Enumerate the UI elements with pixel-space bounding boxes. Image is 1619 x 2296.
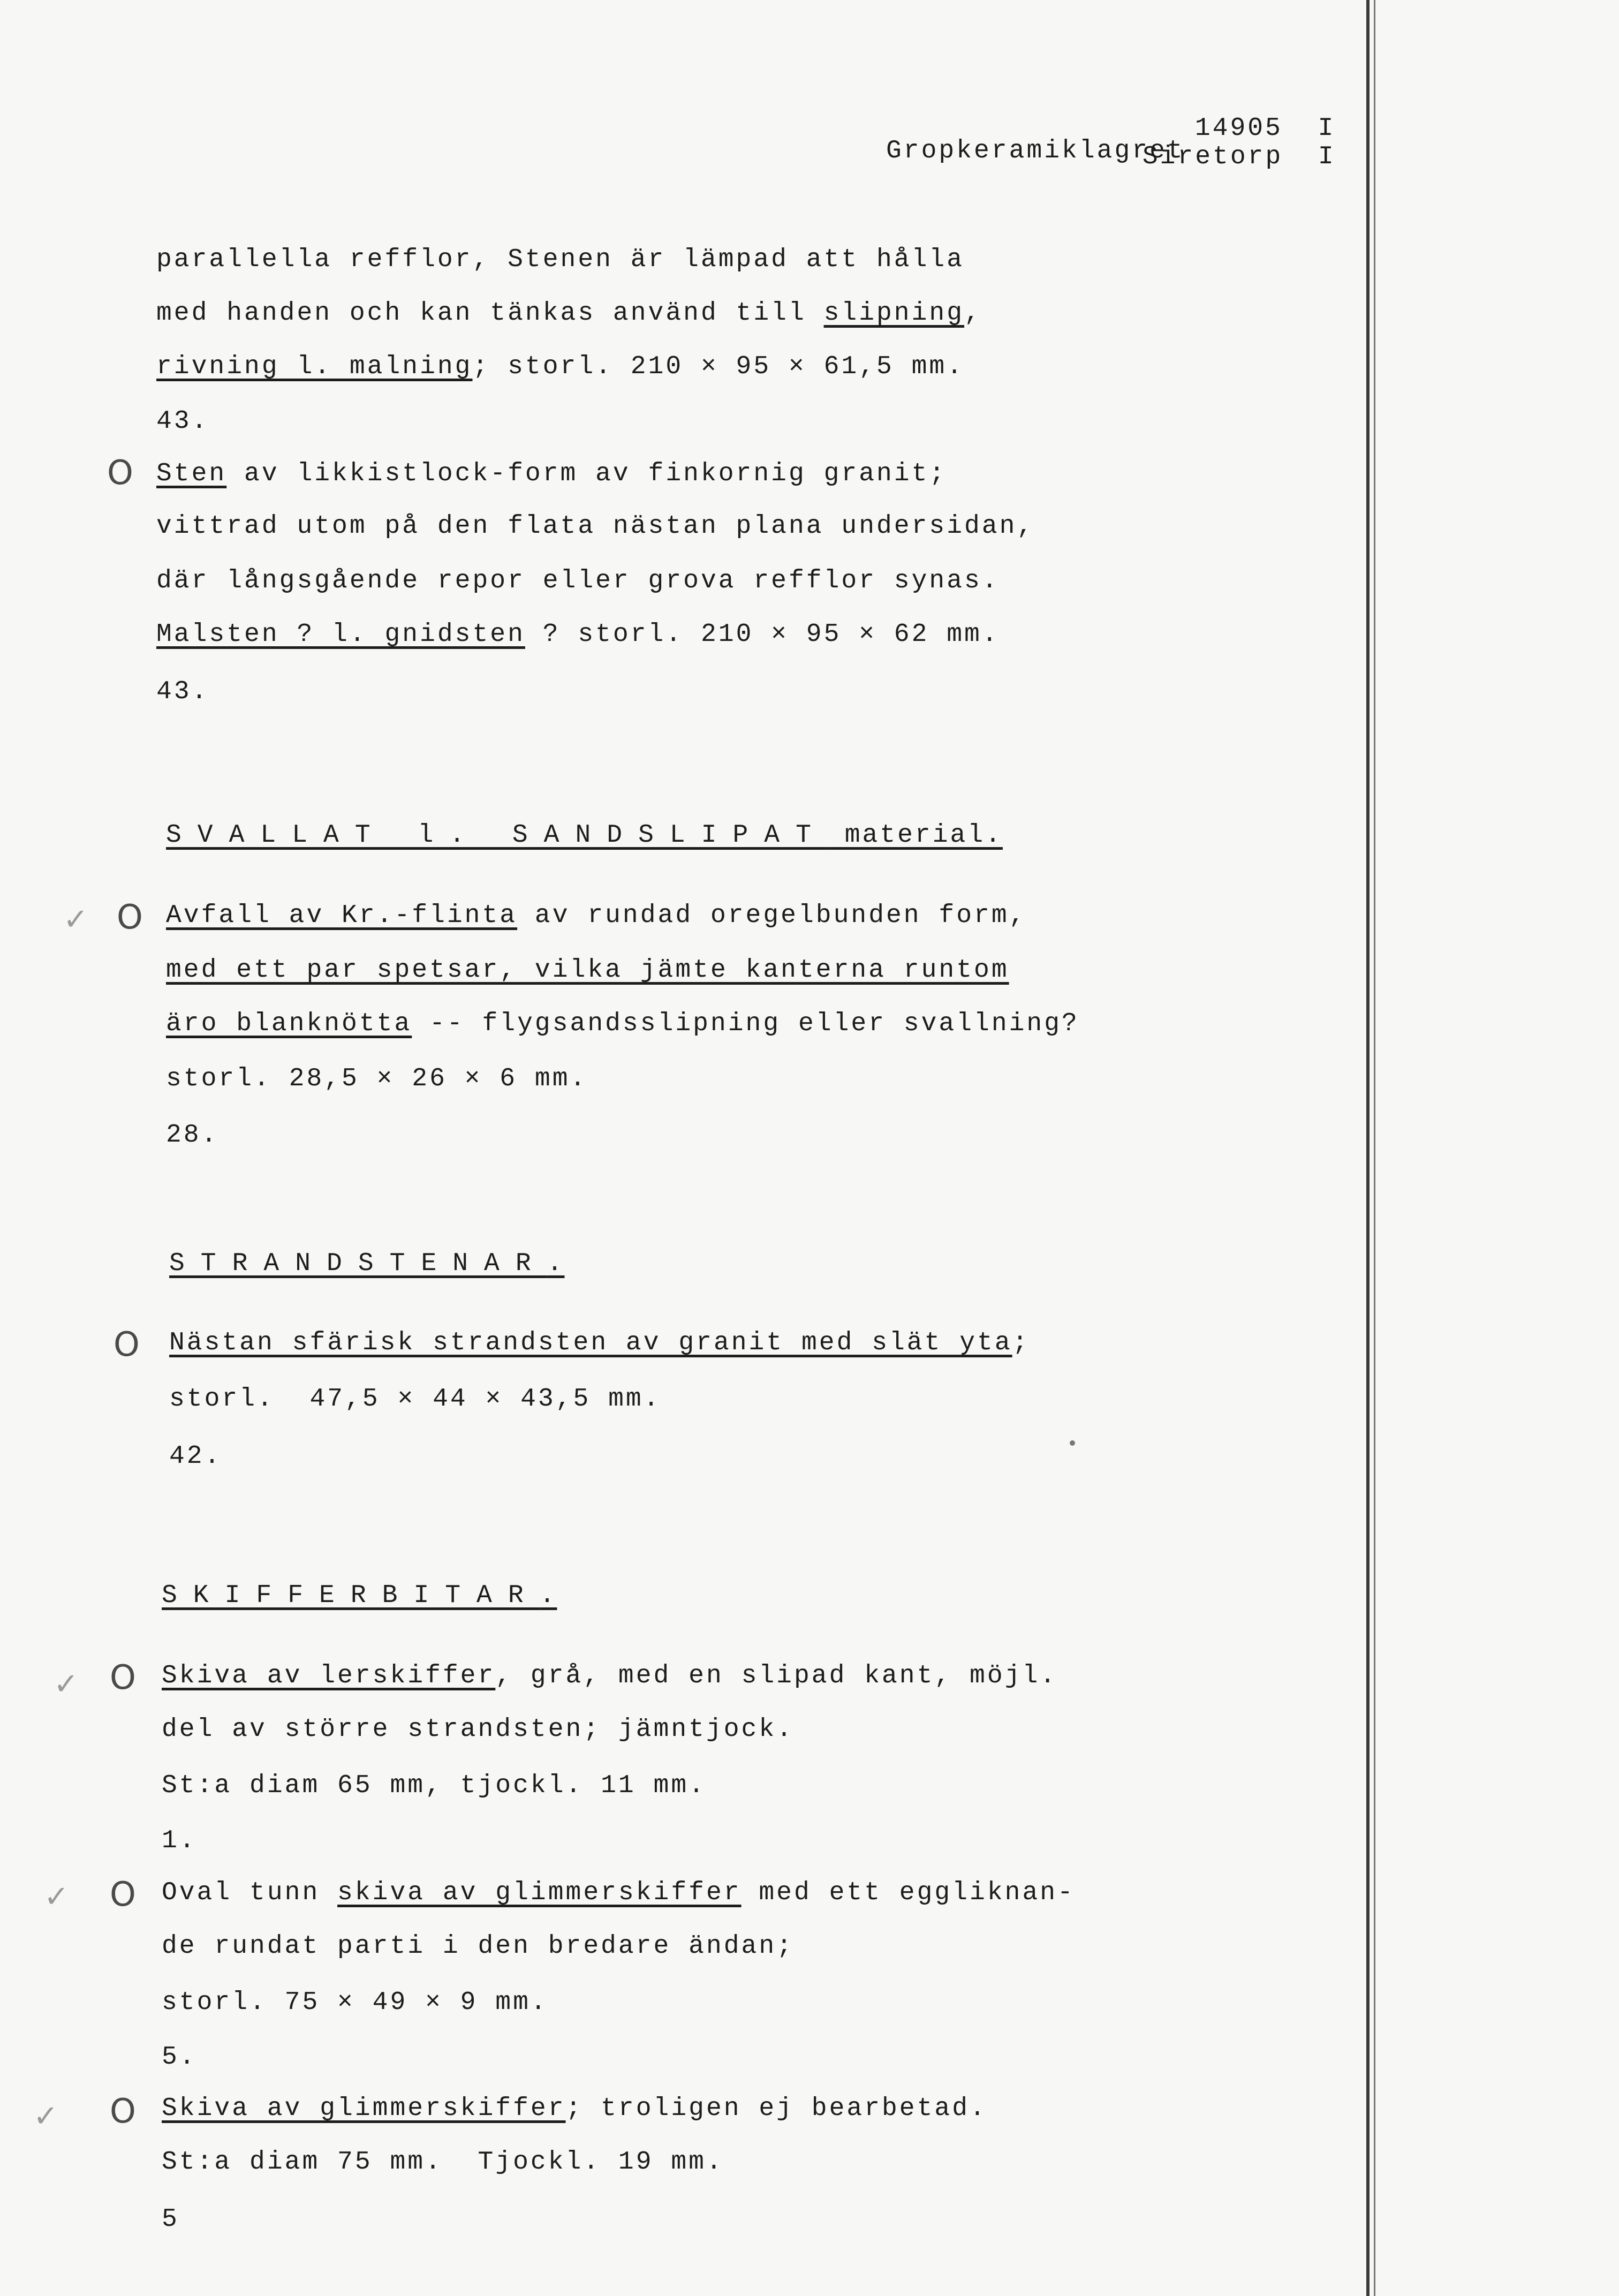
underlined-term: äro blanknötta [166, 1009, 412, 1038]
text-line [162, 2093, 987, 2125]
heading-spaced-text: SKIFFERBITAR [162, 1581, 540, 1610]
text-line [156, 351, 964, 383]
underlined-term: Nästan sfärisk strandsten av granit med slät yta [169, 1328, 1012, 1357]
text-span: av likkistlock-form av finkornig granit; [226, 459, 947, 488]
underlined-term: Skiva av glimmerskiffer [162, 2094, 566, 2123]
text-span: ? storl. 210 × 95 × 62 mm. [525, 620, 1000, 649]
section-heading-svallat [166, 819, 1003, 851]
text-line: parallella refflor, Stenen är lämpad att hålla [156, 245, 965, 274]
text-line [162, 1660, 1057, 1692]
text-span: ; troligen ej bearbetad. [565, 2094, 987, 2123]
text-line: St:a diam 75 mm. Tjockl. 19 mm. [162, 2148, 724, 2177]
underlined-term: skiva av glimmerskiffer [337, 1878, 742, 1907]
text-line [156, 618, 1000, 651]
page-edge-line [1366, 0, 1370, 2296]
text-span: med ett eggliknan- [741, 1878, 1075, 1907]
text-span: av rundad oregelbunden form, [517, 901, 1027, 930]
text-line: del av större strandsten; jämntjock. [162, 1715, 794, 1744]
text-line [166, 900, 1026, 932]
header-number-suffix: I [1318, 114, 1336, 143]
page-edge-line-outer [1374, 0, 1375, 2296]
underlined-term: Sten [156, 459, 227, 488]
underlined-term: med ett par spetsar, vilka jämte kanterna runtom [166, 956, 1009, 985]
circle-mark: O [110, 1875, 136, 1914]
text-line [166, 954, 1009, 986]
find-number: 1. [162, 1826, 197, 1855]
underlined-term: Avfall av Kr.-flinta [166, 901, 518, 930]
header-number: 14905 [1194, 114, 1283, 143]
check-mark: ✓ [63, 902, 88, 937]
heading-rest: material. [827, 821, 1003, 850]
text-line [156, 297, 982, 329]
check-mark: ✓ [54, 1667, 79, 1702]
circle-mark: O [110, 1658, 136, 1697]
find-number: 42. [169, 1442, 222, 1471]
text-line: St:a diam 65 mm, tjockl. 11 mm. [162, 1771, 706, 1800]
circle-mark: O [107, 453, 133, 492]
underlined-term: Skiva av lerskiffer [162, 1661, 496, 1690]
check-mark: ✓ [44, 1879, 69, 1914]
text-line: vittrad utom på den flata nästan plana undersidan, [156, 512, 1035, 541]
header-site-suffix: I [1318, 142, 1336, 171]
text-span: ; [1012, 1328, 1030, 1357]
text-line: storl. 75 × 49 × 9 mm. [162, 1988, 548, 2017]
heading-rest: . [539, 1581, 557, 1610]
circle-mark: O [117, 897, 143, 936]
text-line: där långsgående repor eller grova refflor synas. [156, 567, 1000, 595]
text-line [169, 1327, 1030, 1359]
find-number: 5. [162, 2043, 197, 2072]
find-number: 43. [156, 677, 209, 706]
text-line: de rundat parti i den bredare ändan; [162, 1932, 794, 1961]
header-layer: Gropkeramiklagret [886, 137, 1185, 165]
heading-spaced-text: STRANDSTENAR [169, 1249, 547, 1278]
text-span: , [964, 299, 982, 328]
find-number: 28. [166, 1121, 219, 1150]
text-line: storl. 47,5 × 44 × 43,5 mm. [169, 1385, 661, 1414]
text-line [156, 458, 947, 490]
section-heading-strandstenar [169, 1248, 564, 1280]
header-site: Siretorp [1142, 142, 1283, 171]
text-span: -- flygsandsslipning eller svallning? [412, 1009, 1079, 1038]
find-number: 5 [162, 2205, 179, 2234]
underlined-term: slipning [823, 299, 965, 328]
ink-dot [1070, 1440, 1075, 1446]
text-span: ; storl. 210 × 95 × 61,5 mm. [472, 352, 965, 381]
find-number: 43. [156, 407, 209, 436]
text-line [162, 1877, 1075, 1909]
circle-mark: O [114, 1325, 140, 1364]
section-heading-skifferbitar [162, 1580, 557, 1612]
text-span: Oval tunn [162, 1878, 338, 1907]
text-span: med handen och kan tänkas använd till [156, 299, 824, 328]
text-line [166, 1008, 1079, 1040]
circle-mark: O [110, 2091, 136, 2131]
underlined-term: rivning l. malning [156, 352, 473, 381]
check-mark: ✓ [33, 2099, 58, 2134]
heading-spaced-text: SVALLAT l. SANDSLIPAT [166, 821, 827, 850]
underlined-term: Malsten ? l. gnidsten [156, 620, 525, 649]
text-line: storl. 28,5 × 26 × 6 mm. [166, 1064, 588, 1093]
text-span: , grå, med en slipad kant, möjl. [495, 1661, 1058, 1690]
heading-rest: . [547, 1249, 565, 1278]
